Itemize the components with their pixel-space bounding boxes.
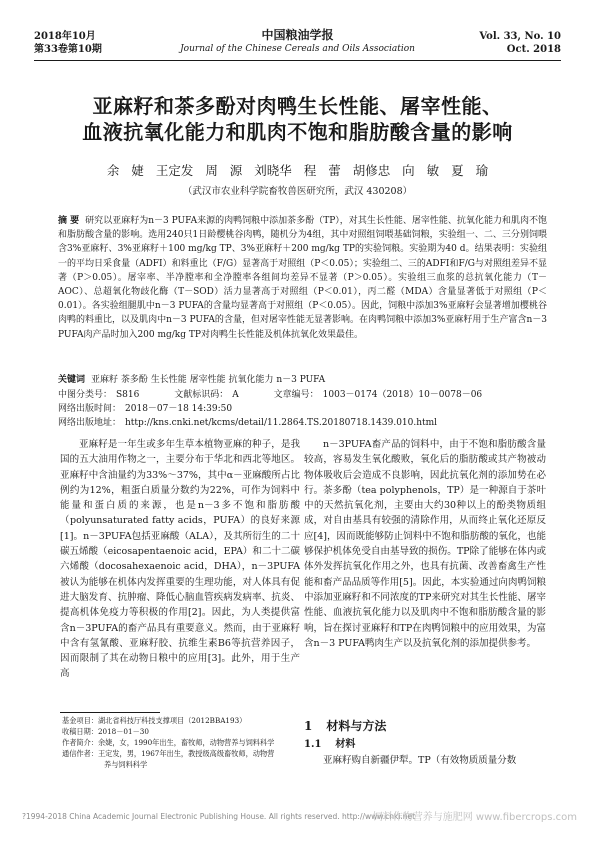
header-date: 2018年10月 xyxy=(34,31,96,42)
subsection-title: 材料 xyxy=(335,739,356,750)
header-divider xyxy=(34,60,561,61)
keywords xyxy=(58,374,547,387)
journal-name-cn: 中国粮油学报 xyxy=(261,28,334,42)
classification-row xyxy=(58,389,547,402)
article-title xyxy=(30,93,565,145)
article-no-value: 1003－0174（2018）10－0078－06 xyxy=(322,390,483,400)
online-time-value: 2018－07－18 14:39:50 xyxy=(125,404,233,414)
keywords-label: 关键词 xyxy=(58,375,86,385)
header-volume-en xyxy=(479,30,561,56)
abstract-label: 摘 要 xyxy=(58,216,80,226)
section-title: 材料与方法 xyxy=(326,719,387,733)
intro-paragraph-1: 亚麻籽是一年生或多年生草本植物亚麻的种子，是我国的五大油用作物之一，主要分布于华北和西北等地区。亚麻籽中含油量约为33%～37%，其中α－亚麻酸所占比例约为12%，粗蛋白质量分数约为22%，可作为饲料中能量和蛋白质的来源，也是n－3多不饱和脂肪酸（polyunsaturated fatty acids，PUFA）的良好来源[1]。n－3PUFA包括亚麻酸（ALA），及其所衍生的二十碳五烯酸（eicosapentaenoic acid，EPA）和二十二碳六烯酸（docosahexaenoic acid，DHA），n－3PUFA被认为能够在机体内发挥重要的生理功能，对人体具有促进大脑发育、抗肿瘤、降低心脑血管疾病发病率、抗炎、提高机体免疫力等积极的作用[2]。因此，为人类提供富含n－3PUFA的畜产品具有重要意义。然而，由于亚麻籽中含有氢氰酸、亚麻籽胶、抗维生素B6等抗营养因子，因而限制了其在动物日粮中的应用[3]。此外，用于生产高 xyxy=(60,439,300,680)
clc-value: S816 xyxy=(116,390,140,400)
author-affiliation: （武汉市农业科学院畜牧兽医研究所，武汉 430208） xyxy=(182,186,413,197)
body-column-left xyxy=(60,437,300,682)
online-url-label: 网络出版地址： xyxy=(58,418,122,428)
materials-text: 亚麻籽购自新疆伊犁。TP（有效物质质量分数 xyxy=(323,755,517,766)
title-line-1: 亚麻籽和茶多酚对肉鸭生长性能、屠宰性能、 xyxy=(92,94,503,118)
abstract xyxy=(58,214,547,342)
header-volume: 第33卷第10期 xyxy=(34,44,102,55)
footnote-divider xyxy=(60,712,160,713)
clc-label: 中图分类号： xyxy=(58,390,113,400)
footnote-received: 收稿日期：2018－01－30 xyxy=(62,727,149,736)
section-heading xyxy=(304,718,386,734)
header-issue-info xyxy=(34,30,102,56)
footnote-first-author: 作者简介：余婕，女，1990年出生，畜牧师，动物营养与饲料科学 xyxy=(62,738,275,747)
footnote-corresponding: 通信作者：王定发，男，1967年出生，教授级高级畜牧师，动物营 xyxy=(62,749,275,758)
online-url-row xyxy=(58,417,547,430)
header-vol-no: Vol. 33, No. 10 xyxy=(479,31,561,42)
author-list: 余 婕 王定发 周 源 刘晓华 程 蕾 胡修忠 向 敏 夏 瑜 xyxy=(106,163,489,178)
online-time-row xyxy=(58,403,547,416)
subsection-heading xyxy=(304,738,355,752)
online-url-link[interactable]: http://kns.cnki.net/kcms/detail/11.2864.TS.20180718.1439.010.html xyxy=(125,418,438,428)
keywords-text: 亚麻籽 茶多酚 生长性能 屠宰性能 抗氧化能力 n－3 PUFA xyxy=(91,375,326,385)
footnote-corresponding-cont: 养与饲料科学 xyxy=(104,760,148,769)
subsection-number: 1.1 xyxy=(304,739,322,750)
article-no-label: 文章编号： xyxy=(273,390,319,400)
site-watermark: 饲料作物营养与施肥网 www.fibercrops.com xyxy=(372,812,577,823)
title-line-2: 血液抗氧化能力和肌肉不饱和脂肪酸含量的影响 xyxy=(82,120,513,144)
online-time-label: 网络出版时间： xyxy=(58,404,122,414)
intro-paragraph-2: n－3PUFA畜产品的饲料中，由于不饱和脂肪酸含量较高，容易发生氧化酸败，氧化后的脂肪酸或其产物被动物体吸收后会造成不良影响，因此抗氧化剂的添加势在必行。茶多酚（tea polyphenols，TP）是一种源自于茶叶中的天然抗氧化剂，主要由大约30种以上的酚类物质组成，对自由基具有较强的清除作用，从而终止氧化还原反应[4]，因而既能够防止饲料中不饱和脂肪酸的氧化，也能够保护机体免受自由基导致的损伤。TP除了能够在体内或体外发挥抗氧化作用之外，也具有抗菌、改善畜禽生产性能和畜产品品质等作用[5]。因此，本实验通过向肉鸭饲粮中添加亚麻籽和不同浓度的TP来研究对其生长性能、屠宰性能、血液抗氧化能力以及肌肉中不饱和脂肪酸含量的影响，旨在探讨亚麻籽和TP在肉鸭饲粮中的应用效果，为富含n－3 PUFA鸭肉生产以及抗氧化剂的添加提供参考。 xyxy=(304,439,546,649)
body-column-right xyxy=(304,437,546,651)
section-number: 1 xyxy=(304,719,313,733)
header-month: Oct. 2018 xyxy=(506,44,561,55)
copyright-footer: ?1994-2018 China Academic Journal Electronic Publishing House. All rights reserved. http://www.cnki.net xyxy=(22,812,416,821)
journal-name-en: Journal of the Chinese Cereals and Oils Association xyxy=(180,44,415,54)
footnote xyxy=(62,715,298,770)
doc-code-value: A xyxy=(232,390,239,400)
header-journal xyxy=(150,28,445,55)
doc-code-label: 文献标识码： xyxy=(174,390,229,400)
footnote-funding: 基金项目：湖北省科技厅科技支撑项目（2012BBA193） xyxy=(62,716,247,725)
abstract-text: 研究以亚麻籽为n－3 PUFA来源的肉鸭饲粮中添加茶多酚（TP），对其生长性能、屠宰性能、抗氧化能力和肌肉不饱和脂肪酸含量的影响。选用240只1日龄樱桃谷肉鸭，随机分为4组，其中对照组饲喂基础饲粮，实验组一、二、三分别饲喂含3%亚麻籽、3%亚麻籽＋100 mg/kg TP、3%亚麻籽＋200 mg/kg TP的实验饲粮。实验期为40 d。结果表明：实验组一的平均日采食量（ADFI）和料重比（F/G）显著高于对照组（P＜0.05）；实验组二、三的ADFI和F/G与对照组差异不显著（P＞0.05）。屠宰率、半净膛率和全净膛率各组间均差异不显著（P＞0.05）。实验组三血浆的总抗氧化能力（T－AOC）、总超氧化物歧化酶（T－SOD）活力显著高于对照组（P＜0.01），丙二醛（MDA）含量显著低于对照组（P＜0.01）。各实验组腿肌中n－3 PUFA的含量均显著高于对照组（P＜0.05）。因此，饲粮中添加3%亚麻籽会显著增加樱桃谷肉鸭的料重比，以及肌肉中n－3 PUFA的含量，但对屠宰性能无显著影响。在肉鸭饲粮中添加3%亚麻籽用于生产富含n－3 PUFA肉产品时加入200 mg/kg TP对肉鸭生长性能及机体抗氧化效果最佳。 xyxy=(58,216,548,340)
